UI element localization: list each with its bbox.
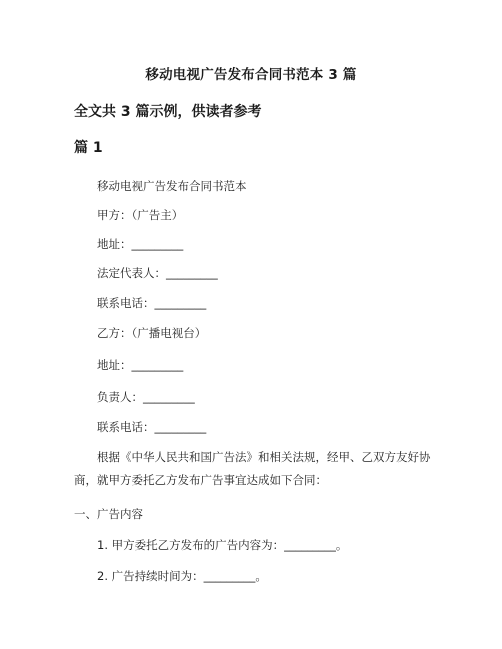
section-heading: 篇 1 [74, 140, 103, 156]
party-b-address-line: 地址：_________ [97, 358, 184, 372]
party-a-phone-line: 联系电话：_________ [97, 296, 207, 310]
document-subtitle: 全文共 3 篇示例，供读者参考 [74, 104, 262, 120]
contract-heading-line: 移动电视广告发布合同书范本 [97, 179, 247, 193]
clause-item-1: 1. 甲方委托乙方发布的广告内容为：_________。 [97, 538, 348, 552]
party-b-responsible-line: 负责人：_________ [97, 390, 195, 404]
clause-heading: 一、广告内容 [74, 507, 143, 521]
document-title: 移动电视广告发布合同书范本 3 篇 [145, 67, 357, 83]
party-a-line: 甲方：（广告主） [97, 208, 184, 222]
party-a-address-line: 地址：_________ [97, 237, 184, 251]
intro-paragraph: 根据《中华人民共和国广告法》和相关法规，经甲、乙双方友好协商，就甲方委托乙方发布广告事宜达成如下合同： [74, 450, 431, 487]
party-b-phone-line: 联系电话：_________ [97, 420, 207, 434]
party-a-legal-rep-line: 法定代表人：_________ [97, 266, 218, 280]
clause-item-2: 2. 广告持续时间为：_________。 [97, 569, 267, 583]
party-b-line: 乙方：（广播电视台） [97, 326, 207, 340]
